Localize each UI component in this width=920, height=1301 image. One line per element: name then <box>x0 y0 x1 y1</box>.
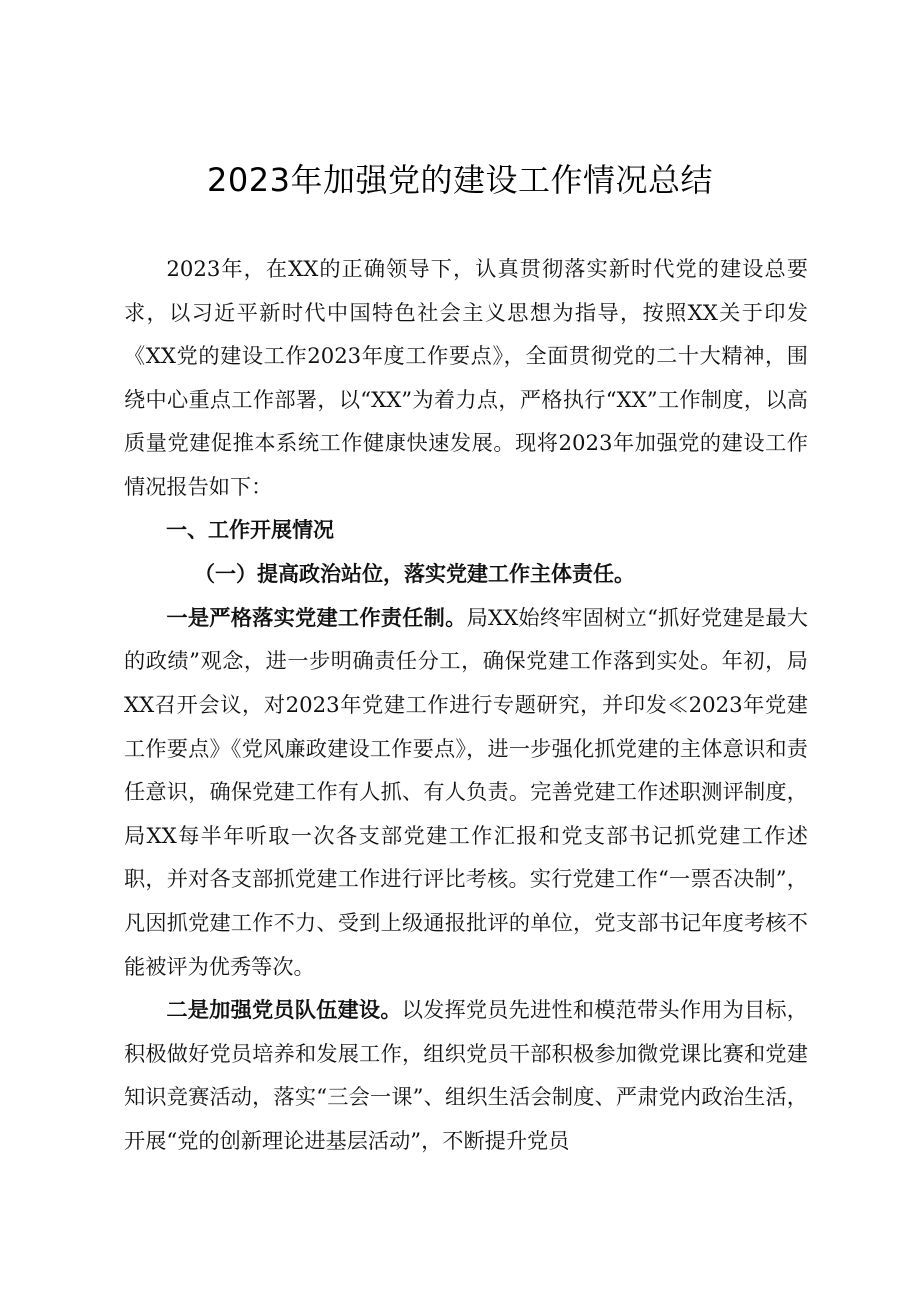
paragraph-text-responsibility: 局XX始终牢固树立“抓好党建是最大的政绩”观念，进一步明确责任分工，确保党建工作落到实处。年初，局XX召开会议，对2023年党建工作进行专题研究，并印发≪2023年党建工作要点》《党风廉政建设工作要点》，进一步强化抓党建的主体意识和责任意识，确保党建工作有人抓、有人负责。完善党建工作述职测评制度，局XX每半年听取一次各支部党建工作汇报和党支部书记抓党建工作述职，并对各支部抓党建工作进行评比考核。实行党建工作“一票否决制”，凡因抓党建工作不力、受到上级通报批评的单位，党支部书记年度考核不能被评为优秀等次。 <box>124 604 808 979</box>
section-heading-work-progress: 一、工作开展情况 <box>166 517 334 542</box>
paragraph-lead-member-team: 二是加强党员队伍建设。 <box>166 997 402 1023</box>
document-title: 2023年加强党的建设工作情况总结 <box>207 161 713 199</box>
paragraph-text-member-team: 以发挥党员先进性和模范带头作用为目标，积极做好党员培养和发展工作，组织党员干部积极参加微党课比赛和党建知识竞赛活动，落实“三会一课”、组织生活会制度、严肃党内政治生活，开展“党的创新理论进基层活动”，不断提升党员 <box>124 997 808 1153</box>
subsection-heading-political-stance: （一）提高政治站位，落实党建工作主体责任。 <box>194 561 635 587</box>
paragraph-responsibility-system <box>124 596 808 988</box>
paragraph-lead-responsibility: 一是严格落实党建工作责任制。 <box>166 604 467 630</box>
paragraph-party-member-team <box>124 988 808 1162</box>
intro-paragraph: 2023年，在XX的正确领导下，认真贯彻落实新时代党的建设总要求，以习近平新时代中国特色社会主义思想为指导，按照XX关于印发《XX党的建设工作2023年度工作要点》，全面贯彻党的二十大精神，围绕中心重点工作部署，以“XX”为着力点，严格执行“XX”工作制度，以高质量党建促推本系统工作健康快速发展。现将2023年加强党的建设工作情况报告如下： <box>124 256 808 499</box>
document-body <box>124 247 808 1162</box>
